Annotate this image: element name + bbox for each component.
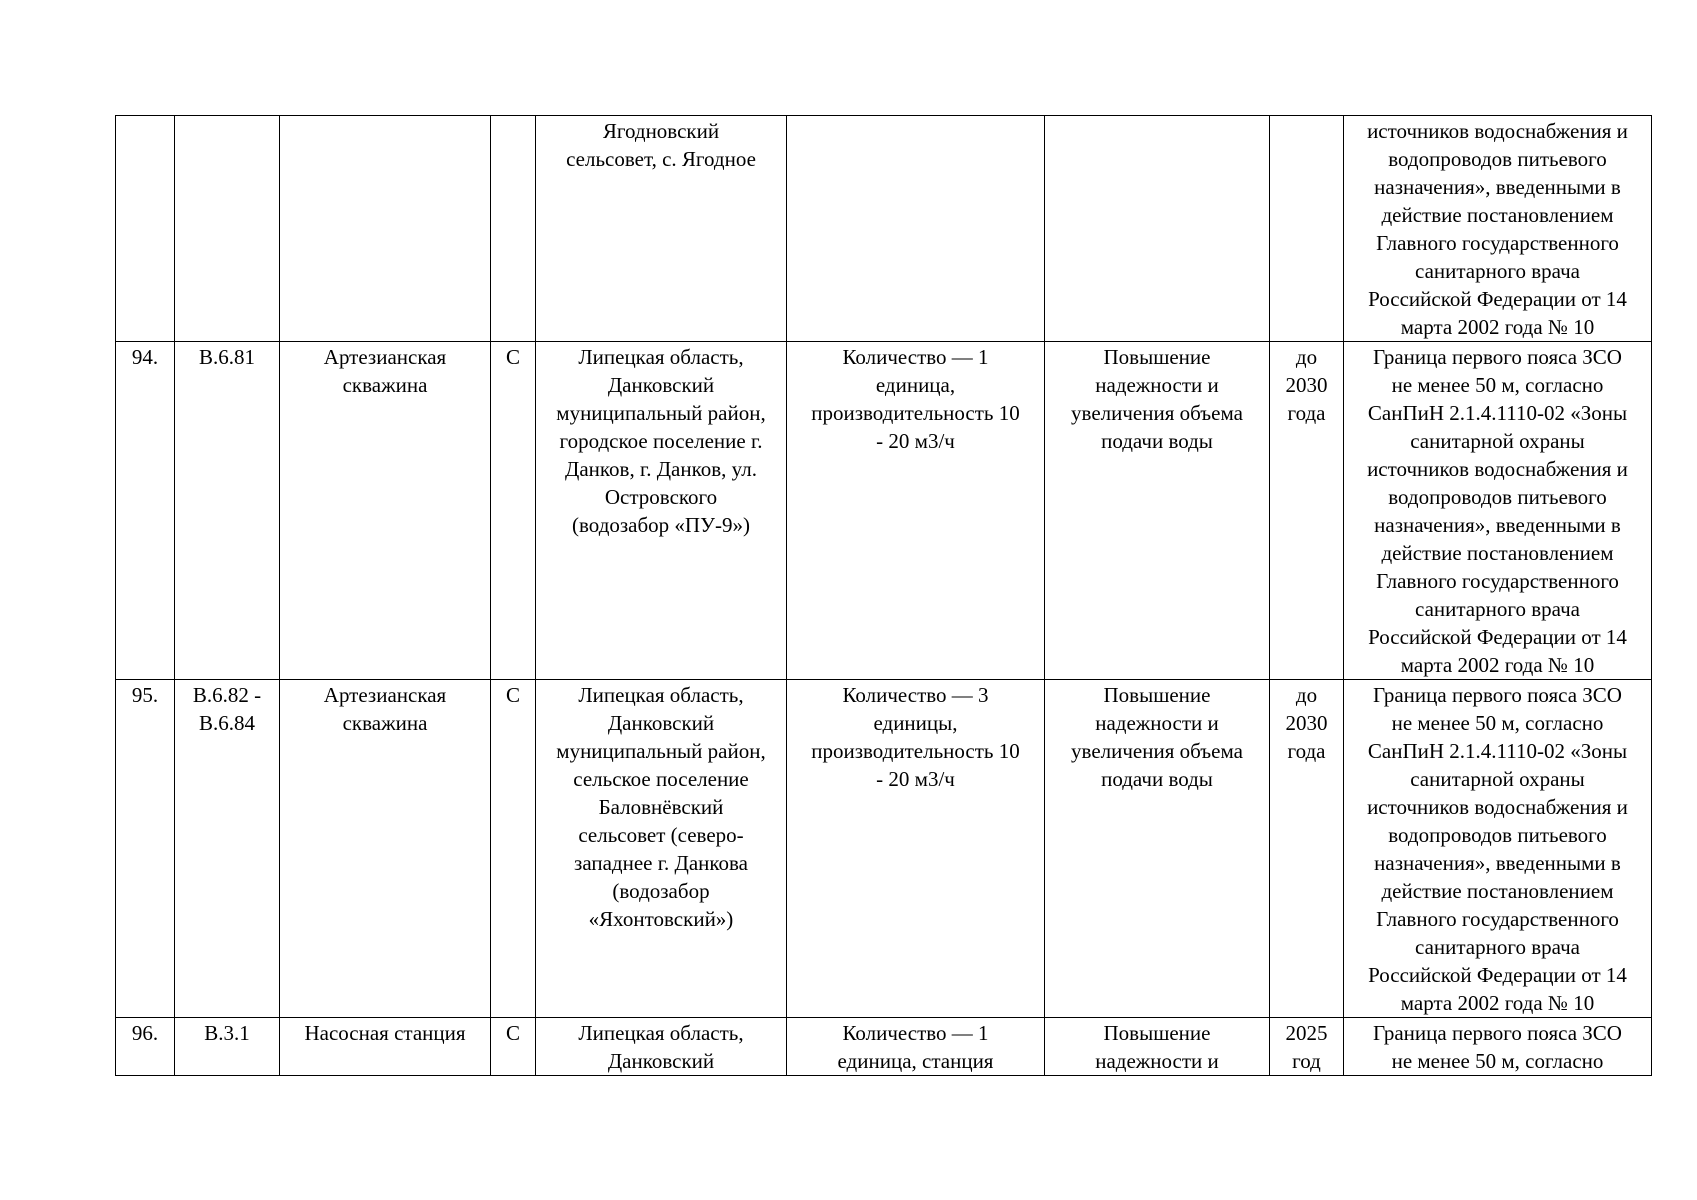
cell-text-line: сельсовет (северо-	[578, 823, 744, 847]
cell-text-line: Липецкая область,	[578, 1021, 744, 1045]
cell-text-line: Данков, г. Данков, ул.	[565, 457, 757, 481]
cell-text-line: санитарной охраны	[1410, 429, 1585, 453]
cell-text-line: Количество — 3	[842, 683, 989, 707]
cell-code: В.6.82 - В.6.84	[175, 680, 280, 1018]
cell-text-line: Российской Федерации от 14	[1368, 287, 1627, 311]
cell-status	[491, 116, 536, 342]
cell-text-line: «Яхонтовский»)	[588, 907, 734, 931]
cell-object-name: Насосная станция	[280, 1018, 491, 1076]
cell-text-line: Липецкая область,	[578, 345, 744, 369]
cell-text-line: увеличения объема	[1071, 401, 1243, 425]
cell-text-line: Данковский	[607, 711, 715, 735]
cell-text-line: не менее 50 м, согласно	[1391, 1049, 1604, 1073]
cell-text-line: Ягодновский	[602, 119, 720, 143]
cell-text-line: 2030	[1285, 373, 1328, 397]
cell-text-line: Количество — 1	[842, 345, 989, 369]
cell-text-line: санитарной охраны	[1410, 767, 1585, 791]
cell-purpose	[1045, 1018, 1270, 1076]
cell-object-name	[280, 116, 491, 342]
cell-text-line: года	[1287, 739, 1326, 763]
cell-text-line: Повышение	[1103, 683, 1211, 707]
cell-text-line: единица,	[875, 373, 956, 397]
cell-text-line: до	[1295, 683, 1318, 707]
cell-term	[1270, 680, 1344, 1018]
cell-term	[1270, 342, 1344, 680]
cell-text-line: до	[1295, 345, 1318, 369]
cell-number: 94.	[116, 342, 175, 680]
cell-text-line: (водозабор «ПУ-9»)	[572, 513, 750, 537]
table-row	[116, 1018, 1652, 1076]
cell-text-line: марта 2002 года № 10	[1400, 315, 1595, 339]
cell-purpose	[1045, 116, 1270, 342]
cell-status: С	[491, 680, 536, 1018]
cell-text-line: подачи воды	[1101, 767, 1213, 791]
cell-text-line: подачи воды	[1101, 429, 1213, 453]
cell-text-line: Количество — 1	[842, 1021, 989, 1045]
cell-text-line: санитарного врача	[1415, 259, 1580, 283]
cell-text-line: водопроводов питьевого	[1388, 823, 1607, 847]
cell-note	[1344, 342, 1652, 680]
cell-text-line: марта 2002 года № 10	[1400, 653, 1595, 677]
cell-text-line: 2030	[1285, 711, 1328, 735]
cell-text-line: назначения», введенными в	[1374, 513, 1621, 537]
cell-text-line: источников водоснабжения и	[1367, 795, 1628, 819]
cell-number: 96.	[116, 1018, 175, 1076]
cell-text-line: - 20 м3/ч	[876, 767, 955, 791]
cell-text-line: года	[1287, 401, 1326, 425]
cell-text-line: надежности и	[1095, 711, 1219, 735]
cell-text-line: Российской Федерации от 14	[1368, 963, 1627, 987]
cell-text-line: единицы,	[873, 711, 958, 735]
cell-text-line: единица, станция	[837, 1049, 994, 1073]
table-row	[116, 116, 1652, 342]
cell-text-line: назначения», введенными в	[1374, 175, 1621, 199]
cell-text-line: Граница первого пояса ЗСО	[1373, 1021, 1622, 1045]
cell-text-line: муниципальный район,	[556, 401, 766, 425]
cell-text-line: назначения», введенными в	[1374, 851, 1621, 875]
table-row	[116, 680, 1652, 1018]
cell-text-line: санитарного врача	[1415, 935, 1580, 959]
cell-status: С	[491, 342, 536, 680]
cell-term	[1270, 1018, 1344, 1076]
cell-text-line: увеличения объема	[1071, 739, 1243, 763]
cell-text-line: Граница первого пояса ЗСО	[1373, 345, 1622, 369]
cell-parameters	[787, 1018, 1045, 1076]
cell-text-line: (водозабор	[612, 879, 710, 903]
cell-text-line: сельсовет, с. Ягодное	[566, 147, 756, 171]
cell-text-line: сельское поселение	[573, 767, 749, 791]
cell-text-line: санитарного врача	[1415, 597, 1580, 621]
cell-location	[536, 1018, 787, 1076]
cell-purpose	[1045, 680, 1270, 1018]
cell-text-line: Липецкая область,	[578, 683, 744, 707]
cell-text-line: Баловнёвский	[598, 795, 724, 819]
cell-text-line: действие постановлением	[1381, 203, 1614, 227]
cell-purpose	[1045, 342, 1270, 680]
cell-location	[536, 680, 787, 1018]
cell-text-line: Островского	[604, 485, 718, 509]
cell-text-line: Главного государственного	[1376, 231, 1619, 255]
cell-text-line: производительность 10	[811, 401, 1020, 425]
cell-text-line: год	[1292, 1049, 1321, 1073]
cell-number: 95.	[116, 680, 175, 1018]
cell-note	[1344, 116, 1652, 342]
cell-text-line: Граница первого пояса ЗСО	[1373, 683, 1622, 707]
cell-text-line: Главного государственного	[1376, 907, 1619, 931]
cell-text-line: не менее 50 м, согласно	[1391, 373, 1604, 397]
cell-note	[1344, 1018, 1652, 1076]
cell-number	[116, 116, 175, 342]
cell-text-line: муниципальный район,	[556, 739, 766, 763]
cell-text-line: водопроводов питьевого	[1388, 147, 1607, 171]
cell-text-line: водопроводов питьевого	[1388, 485, 1607, 509]
cell-text-line: Повышение	[1103, 345, 1211, 369]
cell-parameters	[787, 342, 1045, 680]
cell-text-line: источников водоснабжения и	[1367, 457, 1628, 481]
cell-text-line: действие постановлением	[1381, 541, 1614, 565]
cell-text-line: 2025	[1285, 1021, 1328, 1045]
cell-location	[536, 342, 787, 680]
cell-text-line: не менее 50 м, согласно	[1391, 711, 1604, 735]
cell-text-line: марта 2002 года № 10	[1400, 991, 1595, 1015]
cell-code	[175, 116, 280, 342]
cell-parameters	[787, 116, 1045, 342]
cell-code: В.3.1	[175, 1018, 280, 1076]
cell-term	[1270, 116, 1344, 342]
cell-text-line: западнее г. Данкова	[574, 851, 748, 875]
cell-text-line: Главного государственного	[1376, 569, 1619, 593]
cell-text-line: надежности и	[1095, 1049, 1219, 1073]
cell-note	[1344, 680, 1652, 1018]
cell-parameters	[787, 680, 1045, 1018]
document-table	[115, 115, 1652, 1076]
cell-text-line: надежности и	[1095, 373, 1219, 397]
cell-text-line: Данковский	[607, 1049, 715, 1073]
cell-text-line: Повышение	[1103, 1021, 1211, 1045]
cell-text-line: СанПиН 2.1.4.1110-02 «Зоны	[1367, 401, 1628, 425]
cell-text-line: производительность 10	[811, 739, 1020, 763]
cell-text-line: действие постановлением	[1381, 879, 1614, 903]
table-row	[116, 342, 1652, 680]
cell-text-line: городское поселение г.	[559, 429, 763, 453]
cell-object-name: Артезианская скважина	[280, 342, 491, 680]
cell-code: В.6.81	[175, 342, 280, 680]
cell-text-line: Данковский	[607, 373, 715, 397]
cell-object-name: Артезианская скважина	[280, 680, 491, 1018]
cell-text-line: - 20 м3/ч	[876, 429, 955, 453]
cell-text-line: источников водоснабжения и	[1367, 119, 1628, 143]
cell-status: С	[491, 1018, 536, 1076]
cell-location	[536, 116, 787, 342]
cell-text-line: СанПиН 2.1.4.1110-02 «Зоны	[1367, 739, 1628, 763]
cell-text-line: Российской Федерации от 14	[1368, 625, 1627, 649]
